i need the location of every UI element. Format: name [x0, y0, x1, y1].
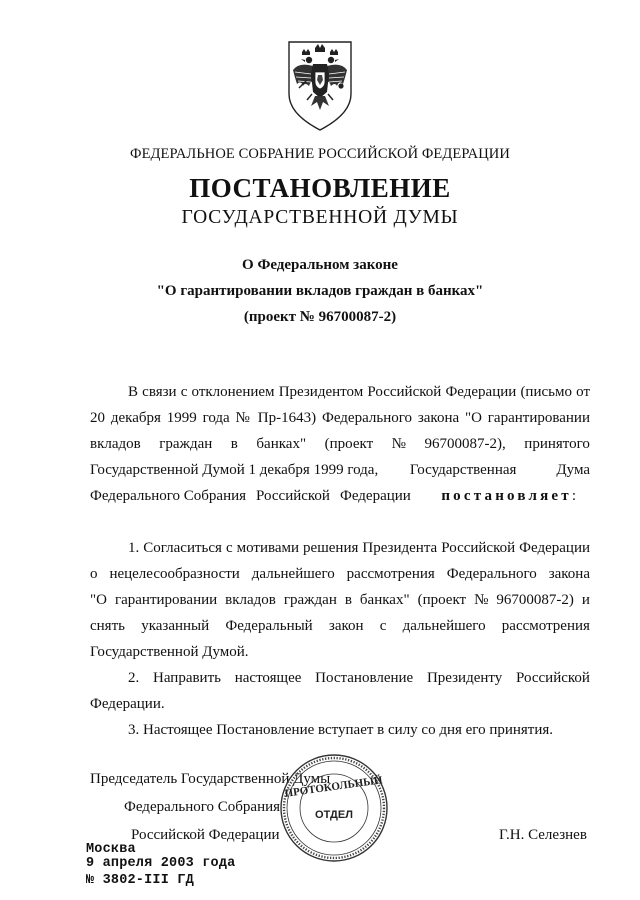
preamble-line-3-word: № — [391, 436, 406, 452]
signatory-title-line-3: Российской Федерации — [131, 827, 280, 843]
date-of-signing: 9 апреля 2003 года — [86, 856, 236, 871]
point-1-line-3-word: банках" — [359, 592, 410, 608]
preamble-line-5-part-b: Российской — [256, 488, 330, 504]
point-2-line-1-word: настоящее — [234, 670, 302, 686]
preamble-paragraph — [90, 379, 590, 509]
point-1-line-4-word: рассмотрения — [501, 618, 590, 634]
point-2-line-1-word: Президенту — [426, 670, 503, 686]
preamble-line-4-right — [410, 457, 590, 483]
subject-line-2: "О гарантировании вкладов граждан в банках" — [156, 283, 484, 299]
preamble-line-3-word: 96700087-2), — [424, 436, 506, 452]
subject-line-1: О Федеральном законе — [242, 257, 398, 273]
point-2-line-1-word: Постановление — [315, 670, 414, 686]
point-1-line-3-word: граждан — [283, 592, 337, 608]
signatory-title-line-2: Федерального Собрания — [124, 799, 281, 815]
point-1-line-1 — [90, 535, 590, 561]
resolves-word — [441, 483, 576, 509]
coat-of-arms-emblem — [285, 40, 355, 132]
point-1-line-2 — [90, 561, 590, 587]
point-1-line-2-word: дальнейшего — [251, 566, 335, 582]
point-1-line-3-word: (проект — [417, 592, 467, 608]
point-1-line-2-word: нецелесообразности — [109, 566, 240, 582]
document-type-title: ПОСТАНОВЛЕНИЕ — [189, 173, 451, 203]
assembly-name: ФЕДЕРАЛЬНОЕ СОБРАНИЕ РОССИЙСКОЙ ФЕДЕРАЦИИ — [130, 146, 510, 162]
document-issuer-subtitle: ГОСУДАРСТВЕННОЙ ДУМЫ — [181, 207, 459, 228]
point-1-line-3-word: и — [581, 592, 590, 608]
point-2-line-1-word: 2. — [128, 670, 140, 686]
point-3-paragraph — [90, 717, 590, 743]
resolves-word-text: постановляет — [441, 488, 572, 504]
point-1-line-4-word: снять — [90, 618, 125, 634]
point-1-line-4-word: закон — [328, 618, 364, 634]
preamble-line-4-part-b: Государственная — [409, 462, 517, 478]
point-1-line-2-word: рассмотрения — [346, 566, 435, 582]
point-1-line-2-word: Федерального — [446, 566, 537, 582]
preamble-line-5 — [90, 483, 590, 509]
point-1-line-3-word: гарантировании — [114, 592, 218, 608]
point-1-paragraph — [90, 535, 590, 665]
preamble-line-4-part-a: Государственной Думой 1 декабря 1999 года, — [90, 462, 379, 478]
point-3-line-1: 3. Настоящее Постановление вступает в силу со дня его принятия. — [128, 722, 554, 738]
resolves-word-tail: : — [571, 488, 576, 504]
point-2-line-1-word: Направить — [153, 670, 221, 686]
point-1-line-4-word: указанный — [141, 618, 210, 634]
point-1-line-3-word: 96700087-2) — [496, 592, 574, 608]
point-1-line-4-word: дальнейшего — [402, 618, 486, 634]
subject-line-3: (проект № 96700087-2) — [243, 309, 397, 325]
preamble-line-2 — [90, 405, 590, 431]
point-2-line-1-word: Российской — [516, 670, 590, 686]
preamble-line-4 — [90, 457, 590, 483]
preamble-line-3-word: банках" — [256, 436, 307, 452]
point-1-line-5: Государственной Думой. — [90, 644, 249, 660]
point-1-line-3-word: № — [474, 592, 489, 608]
preamble-line-3-word: принятого — [524, 436, 590, 452]
signatory-name: Г.Н. Селезнев — [499, 827, 587, 843]
point-1-line-4-word: с — [379, 618, 387, 634]
preamble-line-4-part-c: Дума — [556, 462, 590, 478]
point-1-line-3-word: вкладов — [225, 592, 276, 608]
preamble-line-3-word: вкладов — [90, 436, 141, 452]
stamp-center-text: ОТДЕЛ — [315, 809, 353, 821]
point-2-line-1 — [90, 665, 590, 691]
preamble-line-5-left — [90, 483, 411, 509]
point-1-line-3-word: в — [344, 592, 352, 608]
point-2-line-2: Федерации. — [90, 696, 165, 712]
preamble-line-1-text: В связи с отклонением Президентом Российской Федерации (письмо от — [128, 384, 590, 400]
official-round-stamp-icon — [278, 752, 390, 864]
preamble-line-5-part-c: Федерации — [339, 488, 411, 504]
point-1-line-2-word: о — [90, 566, 98, 582]
preamble-line-5-part-a: Федерального Собрания — [90, 488, 247, 504]
preamble-line-2-text: 20 декабря 1999 года № Пр-1643) Федерального закона "О гарантировании — [90, 410, 590, 426]
point-1-line-4 — [90, 613, 590, 639]
point-2-paragraph — [90, 665, 590, 717]
registration-number: № 3802-III ГД — [86, 873, 194, 888]
preamble-line-3-word: в — [230, 436, 238, 452]
point-1-line-3 — [90, 587, 590, 613]
point-1-line-2-word: закона — [548, 566, 590, 582]
point-1-line-3-word: "О — [90, 592, 107, 608]
preamble-line-1 — [90, 379, 590, 405]
preamble-line-3-word: (проект — [324, 436, 374, 452]
stamp-big-text: ПРОТОКОЛЬНЫЙ — [283, 774, 384, 800]
point-1-line-4-word: Федеральный — [225, 618, 313, 634]
preamble-line-3 — [90, 431, 590, 457]
preamble-line-3-word: граждан — [159, 436, 213, 452]
place-of-signing: Москва — [86, 842, 136, 857]
point-1-line-1-text: 1. Согласиться с мотивами решения Президента Российской Федерации — [128, 540, 590, 556]
signatory-title-line-1: Председатель Государственной Думы — [90, 771, 331, 787]
